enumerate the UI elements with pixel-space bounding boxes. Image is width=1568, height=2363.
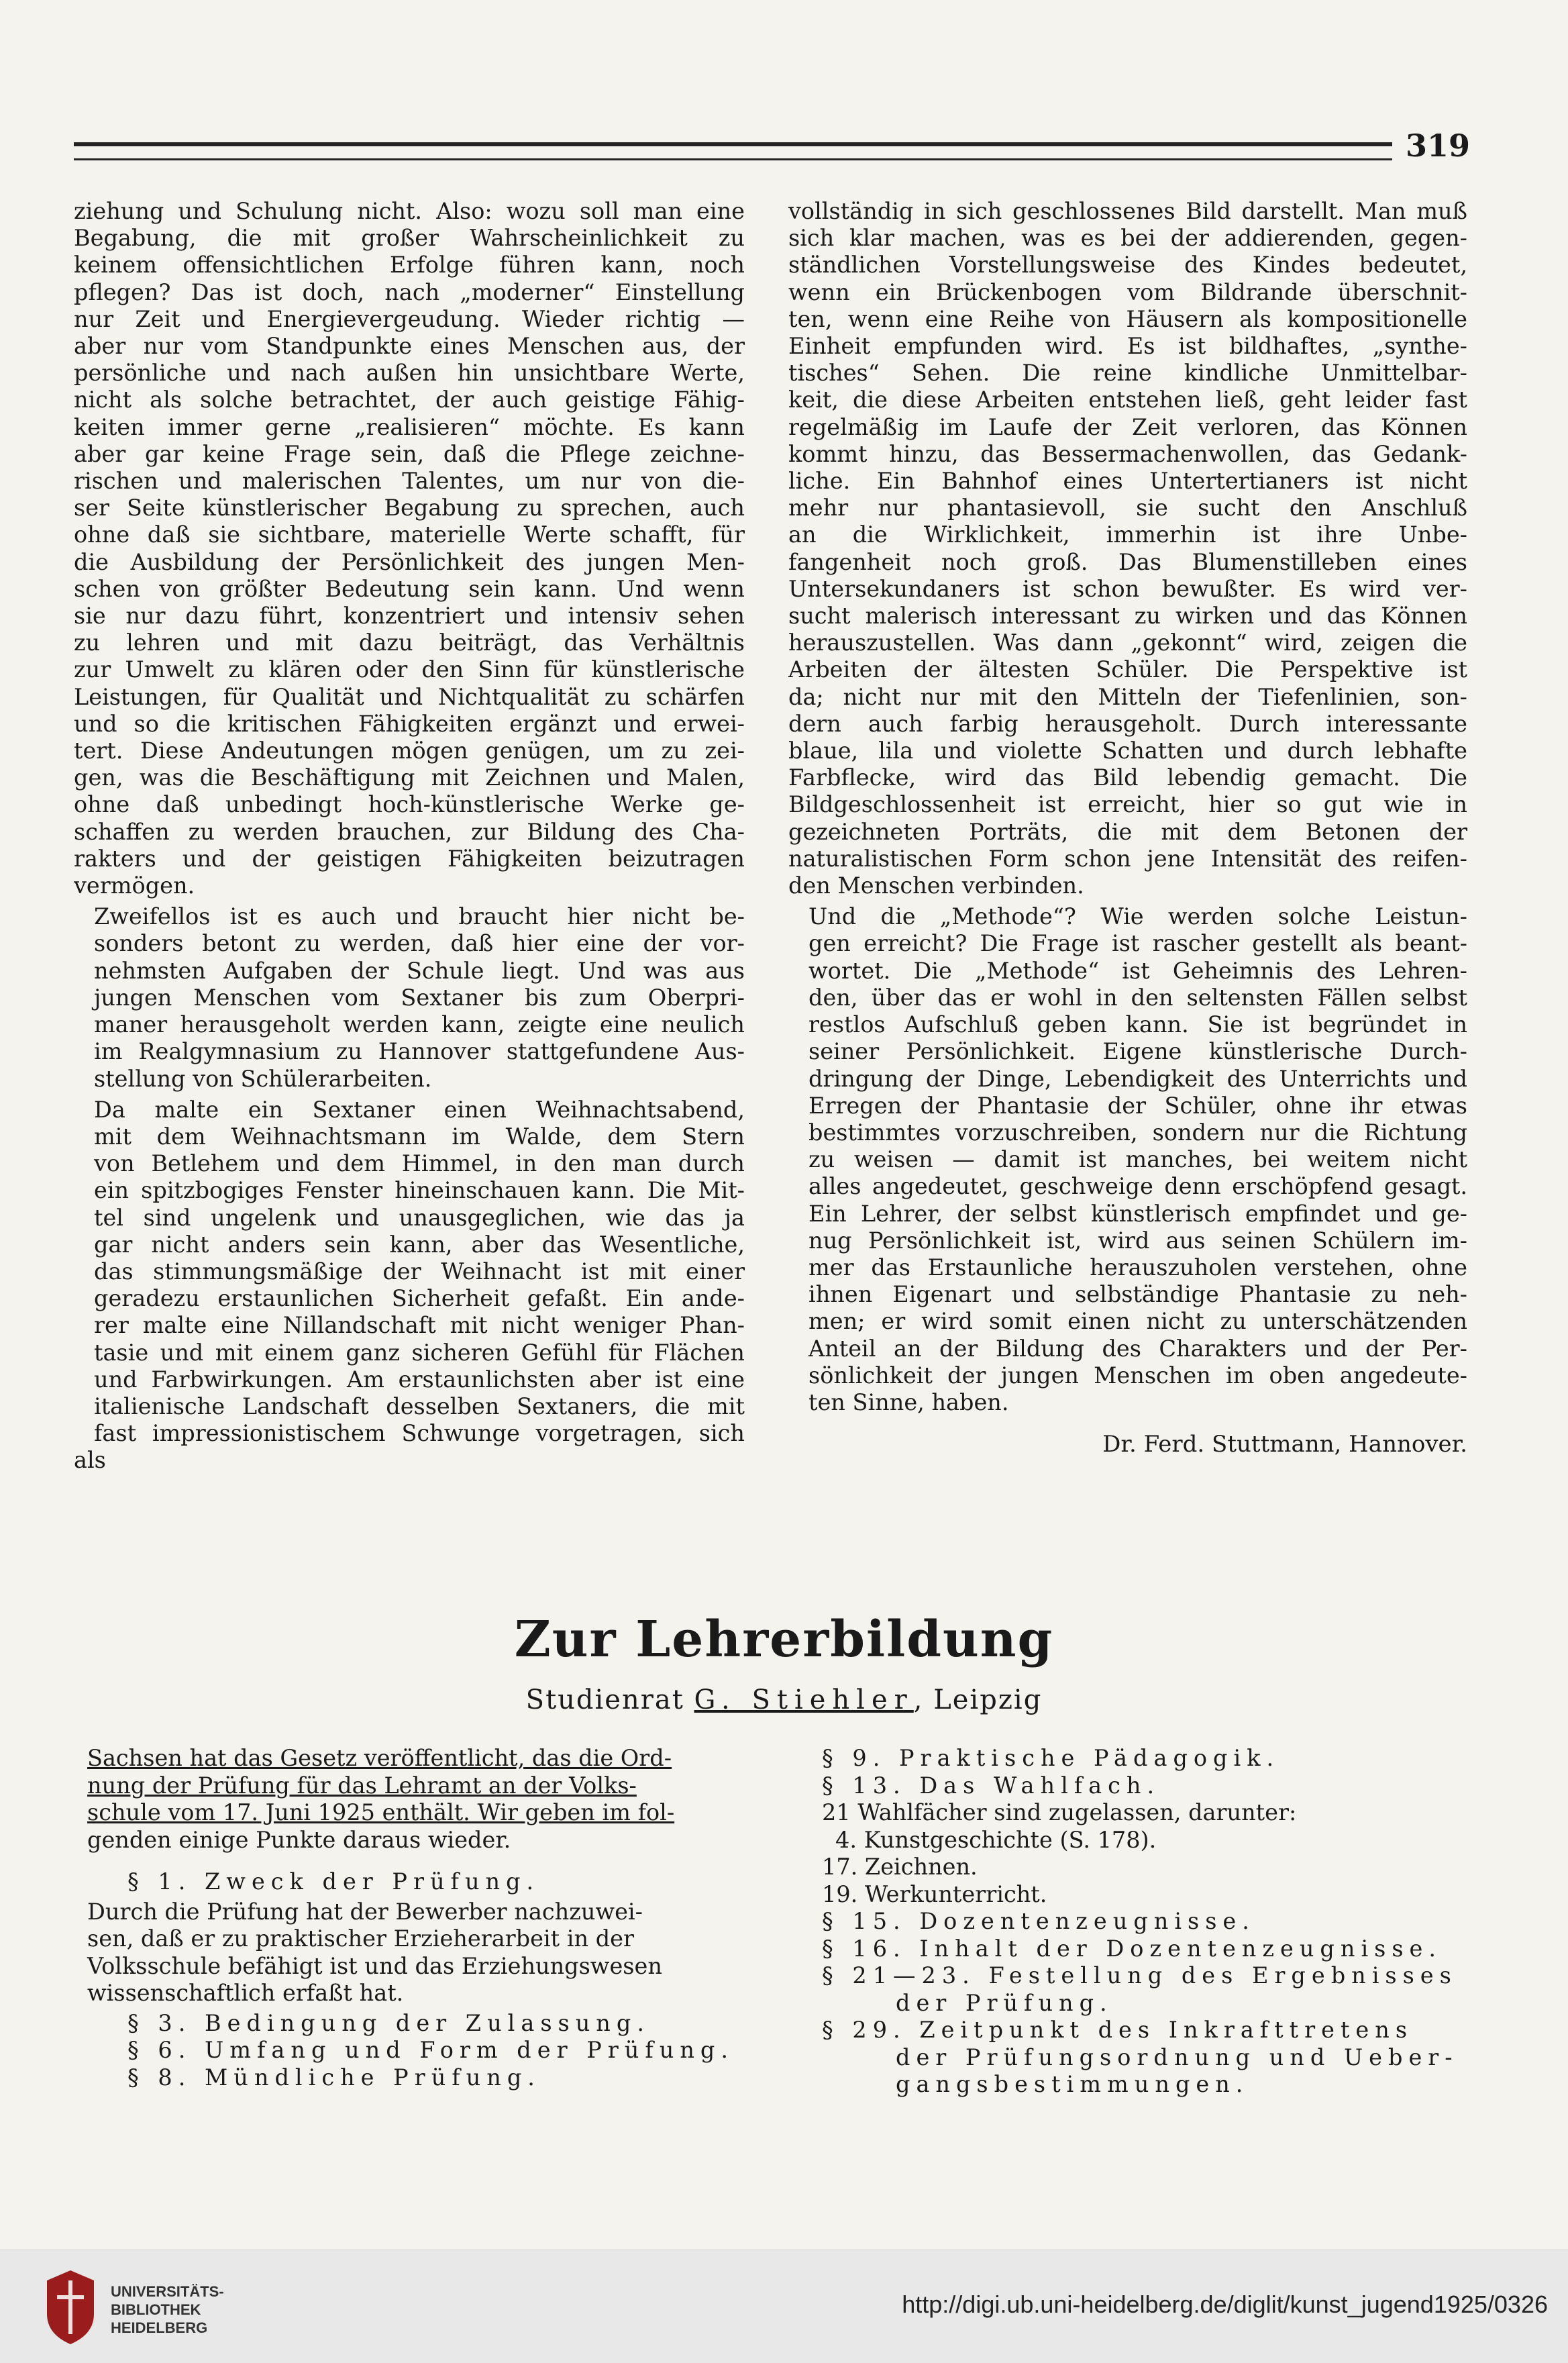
text-line: italienische Landschaft desselben Sextaners, die mit (94, 1393, 745, 1419)
section-13-line-2: 4. Kunstgeschichte (S. 178). (835, 1826, 1157, 1853)
text-line: stellung von Schülerarbeiten. (94, 1065, 432, 1092)
text-line: pflegen? Das ist doch, nach „moderner“ Einstellung (74, 279, 745, 305)
section-15-heading: § 15. Dozentenzeugnisse. (822, 1908, 1255, 1934)
section-13-line-4: 19. Werkunterricht. (822, 1880, 1047, 1907)
text-line: den, über das er wohl in den seltensten Fällen selbst (808, 984, 1467, 1011)
text-line: bestimmtes vorzuschreiben, sondern nur die Richtung (808, 1119, 1467, 1146)
text-line: sönlichkeit der jungen Menschen im oben angedeute- (808, 1362, 1467, 1389)
text-line: liche. Ein Bahnhof eines Untertertianers ist nicht (788, 468, 1467, 495)
text-line: an die Wirklichkeit, immerhin ist ihre Unbe- (788, 521, 1467, 548)
text-line: regelmäßig im Laufe der Zeit verloren, das Können (788, 413, 1467, 440)
text-line: geradezu erstaunlichen Sicherheit gefaßt. Ein ande- (94, 1285, 745, 1312)
left-column-paragraph (74, 903, 745, 1092)
text-line: naturalistischen Form schon jene Intensität des reifen- (788, 845, 1467, 872)
right-column-paragraph (788, 903, 1467, 1416)
text-line: rakters und der geistigen Fähigkeiten beizutragen (74, 845, 745, 872)
section-8-heading: § 8. Mündliche Prüfung. (127, 2064, 541, 2091)
text-line: ein spitzbogiges Fenster hineinschauen kann. Die Mit- (94, 1177, 745, 1204)
text-line: persönliche und nach außen hin unsichtbare Werte, (74, 360, 745, 387)
library-logo-text (111, 2282, 224, 2337)
section-6-heading: § 6. Umfang und Form der Prüfung. (127, 2037, 735, 2063)
text-line: genden einige Punkte daraus wieder. (87, 1826, 511, 1853)
text-line: Arbeiten der ältesten Schüler. Die Perspektive ist (788, 656, 1467, 683)
text-line: Leistungen, für Qualität und Nichtqualität zu schärfen (74, 683, 745, 710)
text-line: Erregen der Phantasie der Schüler, ohne ihr etwas (808, 1092, 1467, 1119)
text-line: wissenschaftlich erfaßt hat. (87, 1980, 404, 2006)
text-line: kommt hinzu, das Bessermachenwollen, das Gedank- (788, 440, 1467, 467)
text-line: schen von größter Bedeutung sein kann. Und wenn (74, 575, 745, 602)
logo-line-1: UNIVERSITÄTS- (111, 2283, 224, 2300)
text-line: aber nur vom Standpunkte eines Menschen aus, der (74, 333, 745, 360)
source-url-link[interactable]: http://digi.ub.uni-heidelberg.de/diglit/kunst_jugend1925/0326 (902, 2291, 1548, 2318)
text-line: rischen und malerischen Talentes, um nur von die- (74, 468, 745, 495)
section-9-heading: § 9. Praktische Pädagogik. (822, 1745, 1280, 1771)
text-line: wenn ein Brückenbogen vom Bildrande überschnit- (788, 279, 1467, 305)
article-intro (87, 1745, 745, 1854)
logo-line-3: HEIDELBERG (111, 2319, 208, 2336)
text-line: Durch die Prüfung hat der Bewerber nachzuwei- (87, 1898, 643, 1925)
section-right-column (822, 1745, 1476, 2099)
text-line: gar nicht anders sein kann, aber das Wesentliche, (94, 1231, 745, 1258)
text-line: das stimmungsmäßige der Weihnacht ist mit einer (94, 1258, 745, 1285)
left-column (74, 198, 745, 1478)
section-16-heading: § 16. Inhalt der Dozentenzeugnisse. (822, 1935, 1443, 1962)
text-line: schule vom 17. Juni 1925 enthält. Wir geben im fol- (87, 1799, 675, 1825)
text-line: men; er wird somit einen nicht zu unterschätzenden (808, 1308, 1467, 1335)
text-line: Begabung, die mit großer Wahrscheinlichkeit zu (74, 225, 745, 252)
text-line: jungen Menschen vom Sextaner bis zum Oberpri- (94, 984, 745, 1011)
text-line: mehr nur phantasievoll, sie sucht den Anschluß (788, 495, 1467, 521)
text-line: und so die kritischen Fähigkeiten ergänzt und erwei- (74, 710, 745, 737)
university-seal-icon (40, 2267, 101, 2348)
text-line: vollständig in sich geschlossenes Bild darstellt. Man muß (788, 198, 1467, 224)
text-line: Bildgeschlossenheit ist erreicht, hier so gut wie in (788, 791, 1467, 818)
byline-suffix: , Leipzig (913, 1685, 1043, 1715)
left-column-paragraph (74, 198, 745, 899)
text-line: ständlichen Vorstellungsweise des Kindes bedeutet, (788, 252, 1467, 279)
text-line: nehmsten Aufgaben der Schule liegt. Und was aus (94, 957, 745, 984)
author-signature: Dr. Ferd. Stuttmann, Hannover. (1102, 1431, 1467, 1458)
text-line: blaue, lila und violette Schatten und durch lebhafte (788, 738, 1467, 764)
text-line: wortet. Die „Methode“ ist Geheimnis des Lehren- (808, 957, 1467, 984)
text-line: nicht als solche betrachtet, der auch geistige Fähig- (74, 387, 745, 413)
logo-line-2: BIBLIOTHEK (111, 2301, 201, 2318)
section-13-line-1: 21 Wahlfächer sind zugelassen, darunter: (822, 1799, 1297, 1825)
text-line: ten Sinne, haben. (808, 1389, 1009, 1415)
text-line: im Realgymnasium zu Hannover stattgefundene Aus- (94, 1038, 745, 1065)
section-29-heading: § 29. Zeitpunkt des Inkrafttretens (822, 2017, 1414, 2043)
text-line: Sachsen hat das Gesetz veröffentlicht, das die Ord- (87, 1745, 672, 1771)
text-line: fangenheit noch groß. Das Blumenstilleben eines (788, 548, 1467, 575)
text-line: nung der Prüfung für das Lehramt an der Volks- (87, 1772, 637, 1799)
section-21-continuation: der Prüfung. (896, 1989, 1113, 2016)
text-line: tert. Diese Andeutungen mögen genügen, um zu zei- (74, 738, 745, 764)
section-21-heading: § 21—23. Festellung des Ergebnisses (822, 1962, 1457, 1989)
text-line: herauszustellen. Was dann „gekonnt“ wird, zeigen die (788, 630, 1467, 656)
left-column-paragraph (74, 1097, 745, 1474)
text-line: rer malte eine Nillandschaft mit nicht weniger Phan- (94, 1312, 745, 1339)
text-line: gezeichneten Porträts, die mit dem Betonen der (788, 818, 1467, 845)
text-line: maner herausgeholt werden kann, zeigte eine neulich (94, 1011, 745, 1038)
text-line: Da malte ein Sextaner einen Weihnachtsabend, (94, 1096, 745, 1123)
text-line: sich klar machen, was es bei der addierenden, gegen- (788, 225, 1467, 252)
text-line: restlos Aufschluß geben kann. Sie ist begründet in (808, 1011, 1467, 1038)
text-line: seiner Persönlichkeit. Eigene künstlerische Durch- (808, 1038, 1467, 1065)
text-line: vermögen. (74, 872, 195, 899)
text-line: gen erreicht? Die Frage ist rascher gestellt als beant- (808, 930, 1467, 957)
text-line: dringung der Dinge, Lebendigkeit des Unterrichts und (808, 1065, 1467, 1092)
section-13-line-3: 17. Zeichnen. (822, 1854, 978, 1880)
text-line: nug Persönlichkeit ist, wird aus seinen Schülern im- (808, 1227, 1467, 1254)
text-line: Volksschule befähigt ist und das Erziehungswesen (87, 1952, 662, 1979)
text-line: sie nur dazu führt, konzentriert und intensiv sehen (74, 603, 745, 630)
text-line: ihnen Eigenart und selbständige Phantasie zu neh- (808, 1281, 1467, 1308)
text-line: keit, die diese Arbeiten entstehen ließ, geht leider fast (788, 387, 1467, 413)
text-line: sucht malerisch interessant zu wirken und das Können (788, 603, 1467, 630)
text-line: sen, daß er zu praktischer Erzieherarbeit in der (87, 1925, 634, 1952)
page-number: 319 (1406, 128, 1471, 164)
text-line: da; nicht nur mit den Mitteln der Tiefenlinien, son- (788, 683, 1467, 710)
text-line: dern auch farbig herausgeholt. Durch interessante (788, 710, 1467, 737)
text-line: fast impressionistischem Schwunge vorgetragen, sich als (74, 1420, 745, 1474)
text-line: ser Seite künstlerischer Begabung zu sprechen, auch (74, 495, 745, 521)
text-line: Anteil an der Bildung des Charakters und der Per- (808, 1335, 1467, 1362)
text-line: zu weisen — damit ist manches, bei weitem nicht (808, 1146, 1467, 1173)
text-line: tasie und mit einem ganz sicheren Gefühl für Flächen (94, 1339, 745, 1366)
text-line: ohne daß unbedingt hoch-künstlerische Werke ge- (74, 791, 745, 818)
text-line: von Betlehem und dem Himmel, in den man durch (94, 1150, 745, 1177)
text-line: alles angedeutet, geschweige denn erschöpfend gesagt. (808, 1173, 1467, 1200)
text-line: tel sind ungelenk und unausgeglichen, wie das ja (94, 1204, 745, 1231)
right-column-paragraph (788, 198, 1467, 899)
text-line: keinem offensichtlichen Erfolge führen kann, noch (74, 252, 745, 279)
text-line: aber gar keine Frage sein, daß die Pflege zeichne- (74, 440, 745, 467)
text-line: schaffen zu werden brauchen, zur Bildung des Cha- (74, 818, 745, 845)
text-line: ohne daß sie sichtbare, materielle Werte schafft, für (74, 521, 745, 548)
byline-name: G. Stiehler (694, 1685, 914, 1715)
text-line: mer das Erstaunliche herauszuholen verstehen, ohne (808, 1254, 1467, 1280)
text-line: nur Zeit und Energievergeudung. Wieder richtig — (74, 305, 745, 332)
text-line: ziehung und Schulung nicht. Also: wozu soll man eine (74, 198, 745, 224)
section-29-continuation-2: gangsbestimmungen. (896, 2071, 1249, 2097)
text-line: ten, wenn eine Reihe von Häusern als kompositionelle (788, 305, 1467, 332)
footer-bar (0, 2250, 1568, 2363)
text-line: Zweifellos ist es auch und braucht hier nicht be- (94, 903, 745, 930)
text-line: den Menschen verbinden. (788, 872, 1084, 899)
section-13-heading: § 13. Das Wahlfach. (822, 1772, 1161, 1799)
text-line: und Farbwirkungen. Am erstaunlichsten aber ist eine (94, 1366, 745, 1393)
text-line: mit dem Weihnachtsmann im Walde, dem Stern (94, 1123, 745, 1150)
text-line: Einheit empfunden wird. Es ist bildhaftes, „synthe- (788, 333, 1467, 360)
section-left-column (87, 1745, 745, 2091)
text-line: sonders betont zu werden, daß hier eine der vor- (94, 930, 745, 957)
article-byline (0, 1685, 1568, 1715)
text-line: zu lehren und mit dazu beiträgt, das Verhältnis (74, 630, 745, 656)
section-3-heading: § 3. Bedingung der Zulassung. (127, 2009, 650, 2036)
section-29-continuation-1: der Prüfungsordnung und Ueber- (896, 2044, 1459, 2070)
right-column (788, 198, 1467, 1458)
text-line: Untersekundaners ist schon bewußter. Es wird ver- (788, 575, 1467, 602)
text-line: gen, was die Beschäftigung mit Zeichnen und Malen, (74, 764, 745, 791)
article-title: Zur Lehrerbildung (514, 1611, 1054, 1668)
text-line: Farbflecke, wird das Bild lebendig gemacht. Die (788, 764, 1467, 791)
text-line: tisches“ Sehen. Die reine kindliche Unmittelbar- (788, 360, 1467, 387)
text-line: Ein Lehrer, der selbst künstlerisch empfindet und ge- (808, 1200, 1467, 1227)
text-line: die Ausbildung der Persönlichkeit des jungen Men- (74, 548, 745, 575)
header-rule (74, 142, 1392, 160)
text-line: zur Umwelt zu klären oder den Sinn für künstlerische (74, 656, 745, 683)
text-line: Und die „Methode“? Wie werden solche Leistun- (808, 903, 1467, 930)
text-line: keiten immer gerne „realisieren“ möchte. Es kann (74, 413, 745, 440)
section-1-heading: § 1. Zweck der Prüfung. (127, 1868, 540, 1895)
byline-prefix: Studienrat (525, 1685, 684, 1715)
section-1-body (87, 1899, 745, 2007)
